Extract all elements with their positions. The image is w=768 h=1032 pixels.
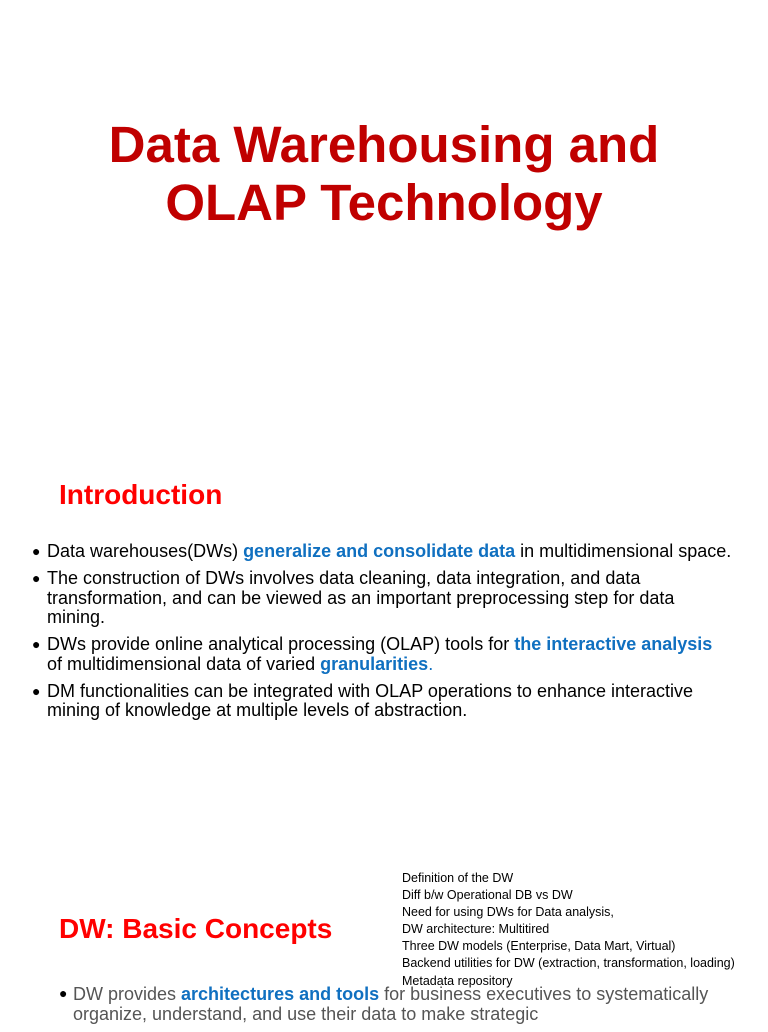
bullet-dot-icon: ● (32, 636, 41, 652)
bullet-dot-icon: ● (32, 682, 41, 699)
highlighted-text: generalize and consolidate data (243, 541, 516, 561)
bullet-dot-icon: ● (32, 570, 41, 586)
note-item: Backend utilities for DW (extraction, transformation, loading) (402, 956, 735, 971)
bullet-item (32, 682, 732, 721)
section-heading: Introduction (59, 479, 223, 510)
bullet-item (32, 635, 732, 674)
bullet-text: Data warehouses(DWs) (47, 541, 244, 561)
bullet-text: in multidimensional space. (515, 541, 732, 561)
note-item: DW architecture: Multitired (402, 922, 550, 937)
introduction-slide (0, 456, 768, 836)
highlighted-text: the interactive analysis (514, 634, 713, 654)
note-item: Three DW models (Enterprise, Data Mart, Virtual) (402, 939, 676, 954)
bullet-text: DM functionalities can be integrated with OLAP operations to enhance interactive mining of knowledge at multiple levels of abstraction. (47, 680, 694, 720)
section-heading: DW: Basic Concepts (59, 913, 333, 944)
topic-notes (402, 870, 735, 990)
slide-title-line1: Data Warehousing and (108, 116, 660, 173)
bullet-text: The construction of DWs involves data cleaning, data integration, and data transformation, and can be viewed as an important preprocessing step for data mining. (47, 568, 675, 627)
bullet-list (32, 542, 732, 728)
bullet-text: DW provides (73, 984, 182, 1004)
slide-title-line2: OLAP Technology (165, 174, 603, 231)
bullet-dot-icon: ● (59, 985, 68, 1001)
note-item: Need for using DWs for Data analysis, (402, 905, 614, 920)
basic-concepts-slide (0, 858, 768, 1024)
note-item: Diff b/w Operational DB vs DW (402, 888, 573, 903)
slide-title (0, 116, 768, 232)
highlighted-text: architectures and tools (181, 984, 380, 1004)
note-item: Metadata repository (402, 973, 513, 988)
bullet-dot-icon: ● (32, 543, 41, 559)
title-slide (0, 0, 768, 440)
bullet-text: for business executives to systematically organize, understand, and use their data to make strategic (73, 984, 709, 1024)
bullet-list (59, 984, 719, 1032)
bullet-text: . (428, 653, 434, 674)
bullet-item (32, 569, 732, 628)
bullet-item (32, 542, 732, 562)
bullet-item (59, 984, 719, 1024)
bullet-text: DWs provide online analytical processing (OLAP) tools for (47, 634, 515, 654)
highlighted-text: granularities (320, 653, 429, 674)
bullet-text: of multidimensional data of varied (47, 653, 321, 674)
note-item: Definition of the DW (402, 871, 514, 885)
